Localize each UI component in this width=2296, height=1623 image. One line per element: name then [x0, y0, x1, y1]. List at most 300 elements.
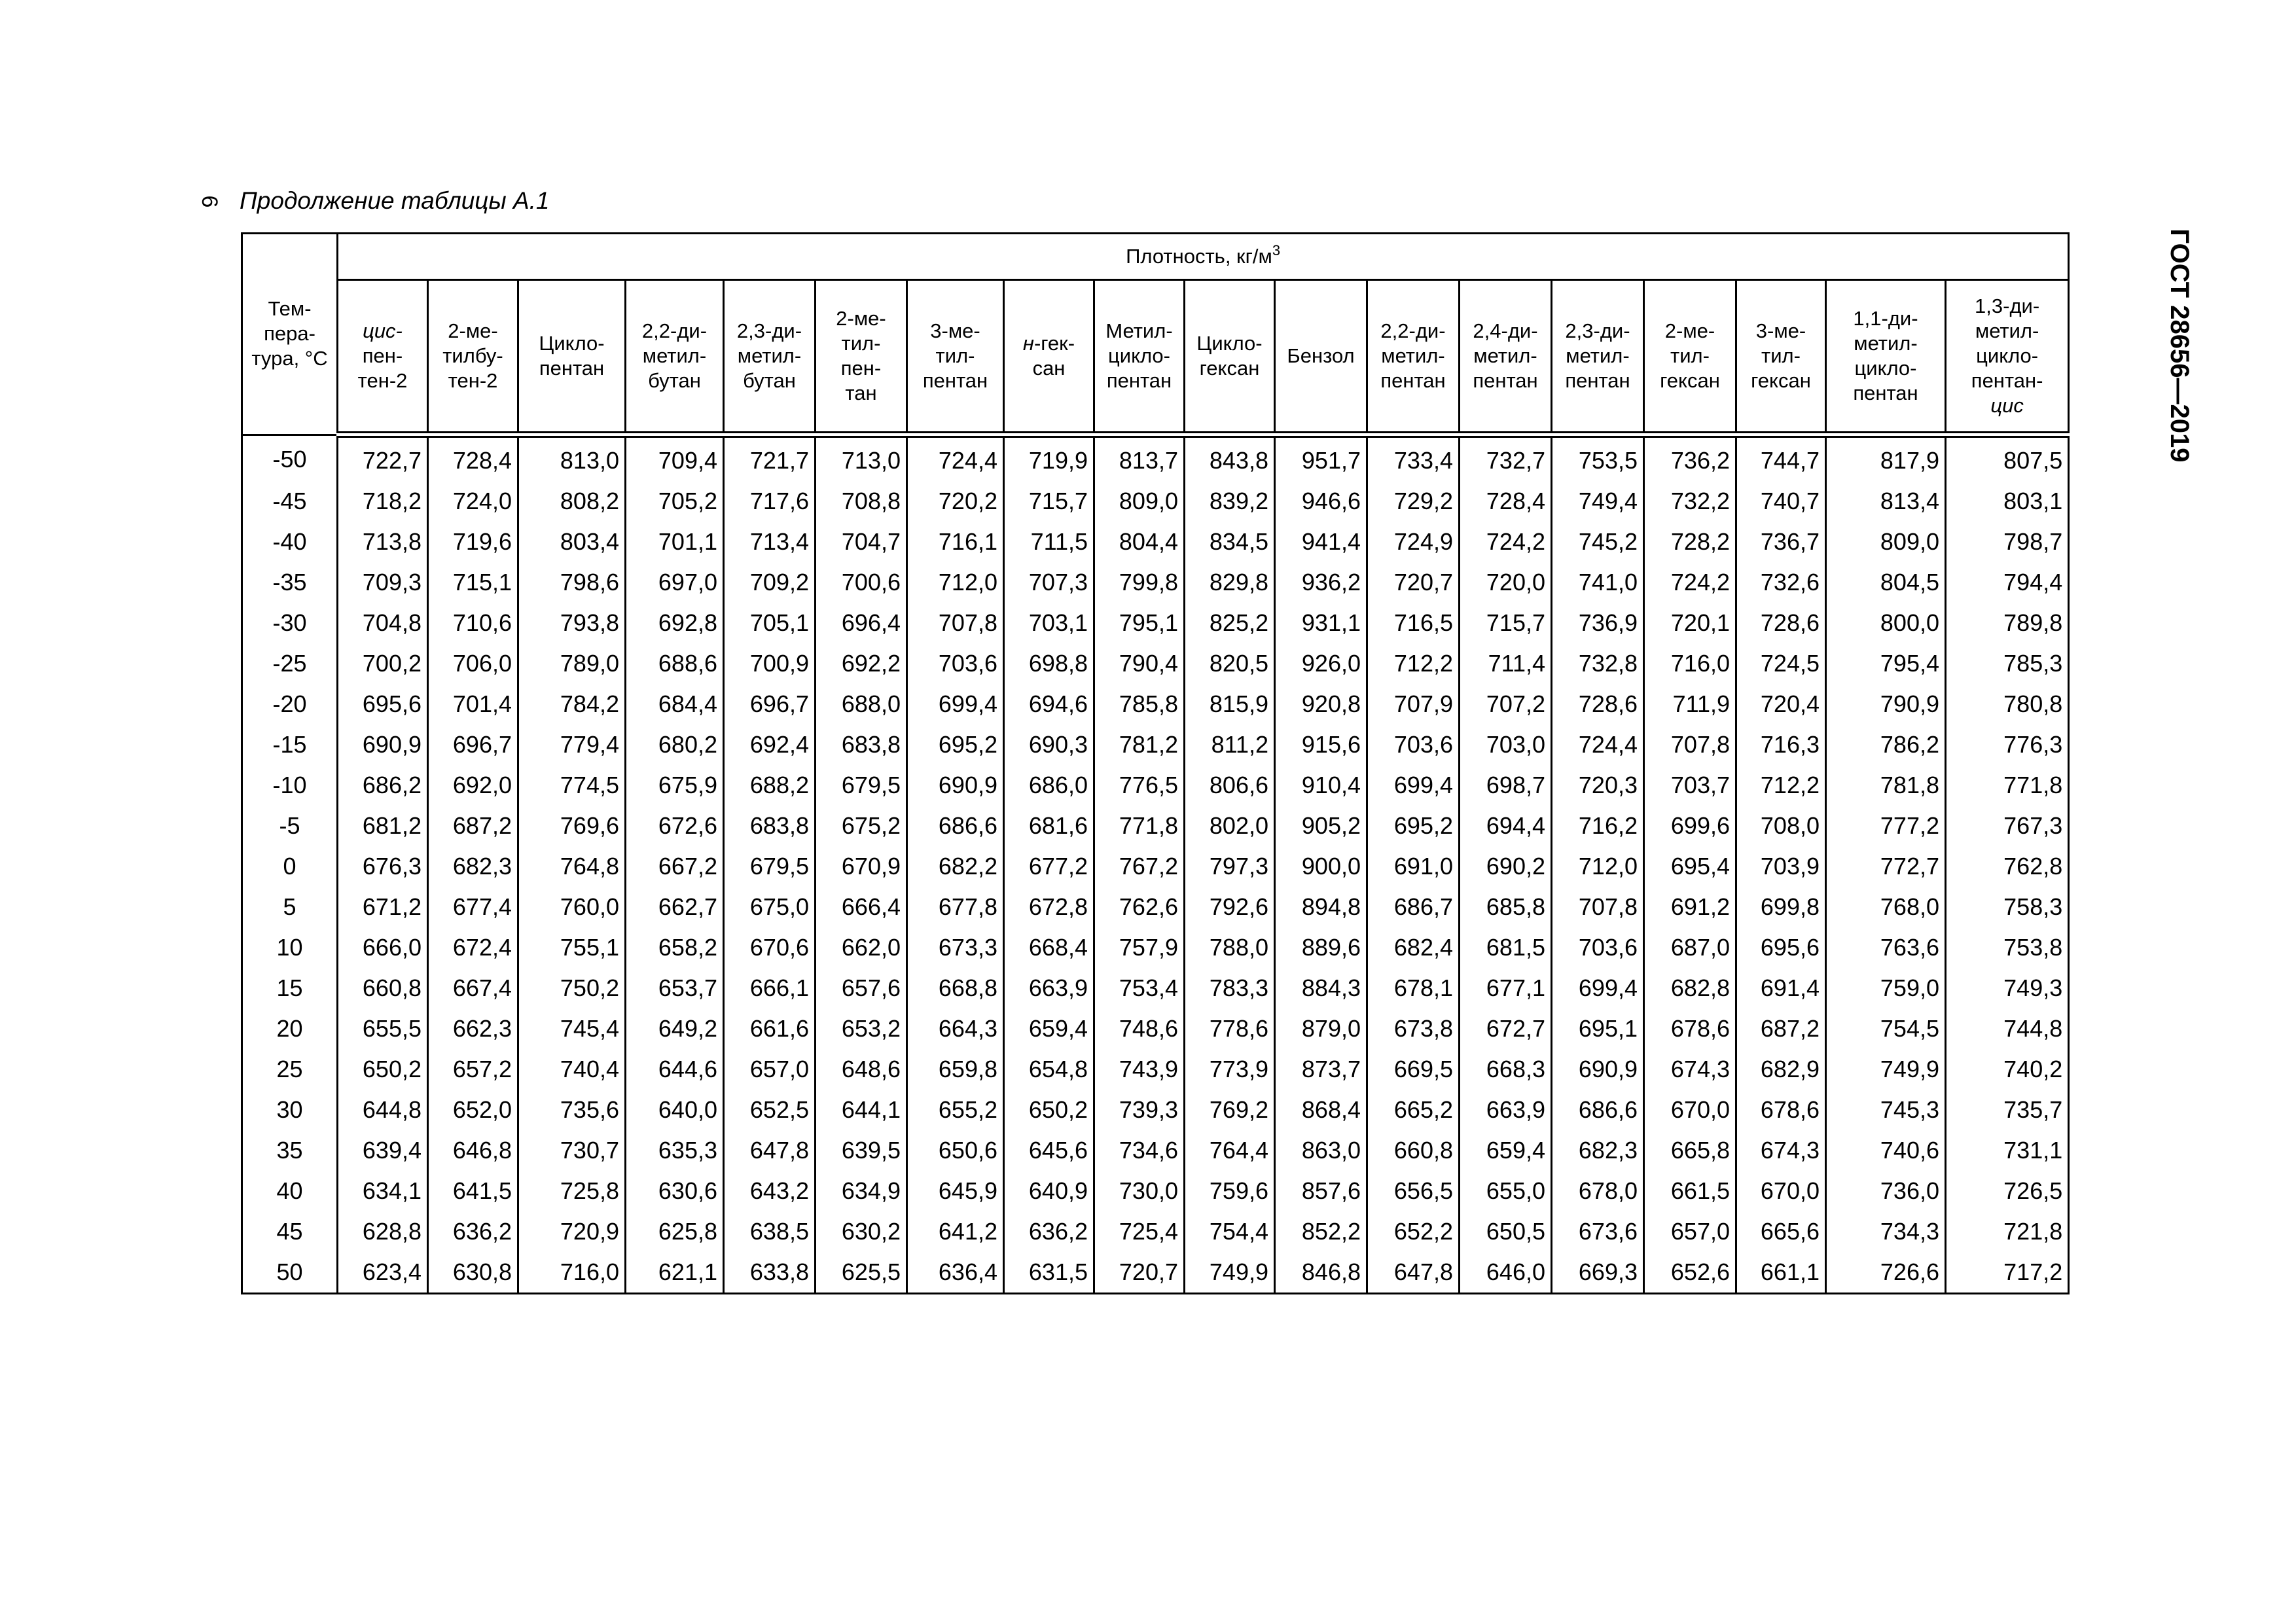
density-cell: 640,0	[626, 1090, 724, 1130]
density-cell: 795,1	[1094, 603, 1185, 643]
density-cell: 639,5	[816, 1130, 907, 1171]
density-cell: 736,2	[1644, 435, 1736, 481]
density-cell: 707,9	[1367, 684, 1460, 724]
column-header-line: метил-	[642, 344, 707, 367]
density-cell: 728,2	[1644, 522, 1736, 562]
density-cell: 710,6	[428, 603, 518, 643]
density-cell: 769,2	[1185, 1090, 1275, 1130]
column-header-line: бутан	[648, 369, 701, 392]
density-cell: 701,4	[428, 684, 518, 724]
column-header-line: 2,3-ди-	[1565, 319, 1630, 342]
density-cell: 744,7	[1736, 435, 1826, 481]
density-cell: 623,4	[338, 1252, 428, 1294]
density-cell: 700,6	[816, 562, 907, 603]
density-cell: 703,0	[1460, 724, 1552, 765]
density-cell: 636,2	[1004, 1211, 1094, 1252]
column-header-line: 2,2-ди-	[641, 319, 708, 342]
density-cell: 696,7	[724, 684, 816, 724]
density-cell: 669,3	[1552, 1252, 1644, 1294]
density-cell: 709,3	[338, 562, 428, 603]
density-cell: 716,5	[1367, 603, 1460, 643]
density-cell: 703,1	[1004, 603, 1094, 643]
density-cell: 910,4	[1275, 765, 1367, 806]
density-cell: 673,3	[907, 927, 1004, 968]
table-row	[242, 927, 2069, 968]
density-cell: 745,4	[518, 1008, 626, 1049]
density-cell: 640,9	[1004, 1171, 1094, 1211]
density-cell: 792,6	[1185, 887, 1275, 927]
density-cell: 673,8	[1367, 1008, 1460, 1049]
density-cell: 699,4	[1552, 968, 1644, 1008]
density-cell: 813,4	[1826, 481, 1946, 522]
density-cell: 724,5	[1736, 643, 1826, 684]
density-cell: 771,8	[1094, 806, 1185, 846]
density-cell: 815,9	[1185, 684, 1275, 724]
density-cell: 699,8	[1736, 887, 1826, 927]
density-cell: 743,9	[1094, 1049, 1185, 1090]
density-cell: 753,8	[1946, 927, 2069, 968]
table-row	[242, 603, 2069, 643]
density-cell: 736,9	[1552, 603, 1644, 643]
density-cell: 691,4	[1736, 968, 1826, 1008]
density-cell: 731,1	[1946, 1130, 2069, 1171]
column-header-line: н-гек-	[1022, 332, 1075, 355]
density-cell: 705,2	[626, 481, 724, 522]
temperature-cell: -5	[242, 806, 338, 846]
column-header-line: Метил-	[1105, 319, 1173, 342]
density-cell: 716,0	[518, 1252, 626, 1294]
density-cell: 717,6	[724, 481, 816, 522]
column-header-line: тил-	[1761, 344, 1801, 367]
density-cell: 681,2	[338, 806, 428, 846]
density-cell: 644,8	[338, 1090, 428, 1130]
density-cell: 790,9	[1826, 684, 1946, 724]
density-cell: 740,6	[1826, 1130, 1946, 1171]
temperature-cell: 35	[242, 1130, 338, 1171]
density-cell: 720,7	[1367, 562, 1460, 603]
density-cell: 760,0	[518, 887, 626, 927]
density-cell: 691,0	[1367, 846, 1460, 887]
density-cell: 655,0	[1460, 1171, 1552, 1211]
density-cell: 732,6	[1736, 562, 1826, 603]
density-cell: 879,0	[1275, 1008, 1367, 1049]
column-header-line: 3-ме-	[930, 319, 980, 342]
density-cell: 803,1	[1946, 481, 2069, 522]
density-cell: 785,3	[1946, 643, 2069, 684]
density-cell: 673,6	[1552, 1211, 1644, 1252]
density-cell: 802,0	[1185, 806, 1275, 846]
density-cell: 718,2	[338, 481, 428, 522]
density-cell: 695,6	[338, 684, 428, 724]
column-header-line: пен-	[840, 357, 882, 380]
table-row	[242, 846, 2069, 887]
temperature-cell: -45	[242, 481, 338, 522]
table-row	[242, 1049, 2069, 1090]
page-number: 6	[197, 195, 222, 208]
density-cell: 724,2	[1644, 562, 1736, 603]
density-cell: 678,6	[1736, 1090, 1826, 1130]
column-header	[1004, 280, 1094, 435]
density-cell: 703,6	[1552, 927, 1644, 968]
column-header-line: пентан-	[1971, 369, 2043, 392]
density-cell: 647,8	[1367, 1252, 1460, 1294]
density-cell: 726,6	[1826, 1252, 1946, 1294]
density-cell: 740,2	[1946, 1049, 2069, 1090]
column-header-line: 2,4-ди-	[1473, 319, 1538, 342]
density-cell: 650,6	[907, 1130, 1004, 1171]
density-cell: 661,6	[724, 1008, 816, 1049]
density-cell: 811,2	[1185, 724, 1275, 765]
density-cell: 681,6	[1004, 806, 1094, 846]
table-row	[242, 522, 2069, 562]
density-cell: 755,1	[518, 927, 626, 968]
temperature-header	[242, 234, 338, 435]
density-cell: 817,9	[1826, 435, 1946, 481]
density-cell: 931,1	[1275, 603, 1367, 643]
table-row	[242, 1211, 2069, 1252]
density-cell: 719,9	[1004, 435, 1094, 481]
density-cell: 674,3	[1644, 1049, 1736, 1090]
density-cell: 788,0	[1185, 927, 1275, 968]
density-cell: 843,8	[1185, 435, 1275, 481]
density-cell: 789,8	[1946, 603, 2069, 643]
density-cell: 741,0	[1552, 562, 1644, 603]
standard-designation: ГОСТ 28656—2019	[2165, 228, 2194, 463]
density-cell: 716,2	[1552, 806, 1644, 846]
density-cell: 776,5	[1094, 765, 1185, 806]
density-table	[241, 232, 2070, 1294]
temperature-cell: 0	[242, 846, 338, 887]
column-header-line: 2,3-ди-	[736, 319, 802, 342]
density-cell: 726,5	[1946, 1171, 2069, 1211]
temperature-header-line: Тем-	[268, 297, 312, 321]
density-cell: 771,8	[1946, 765, 2069, 806]
density-cell: 772,7	[1826, 846, 1946, 887]
density-cell: 692,2	[816, 643, 907, 684]
density-cell: 659,4	[1004, 1008, 1094, 1049]
density-cell: 675,9	[626, 765, 724, 806]
density-cell: 696,4	[816, 603, 907, 643]
density-cell: 625,5	[816, 1252, 907, 1294]
density-cell: 686,6	[907, 806, 1004, 846]
density-cell: 720,3	[1552, 765, 1644, 806]
column-header-line: пентан	[539, 357, 605, 380]
density-cell: 873,7	[1275, 1049, 1367, 1090]
density-cell: 715,1	[428, 562, 518, 603]
density-cell: 680,2	[626, 724, 724, 765]
column-header-row	[242, 280, 2069, 435]
density-cell: 697,0	[626, 562, 724, 603]
density-cell: 758,3	[1946, 887, 2069, 927]
density-cell: 674,3	[1736, 1130, 1826, 1171]
density-cell: 677,4	[428, 887, 518, 927]
density-cell: 768,0	[1826, 887, 1946, 927]
table-row	[242, 435, 2069, 481]
column-header-line: 2-ме-	[448, 319, 498, 342]
column-header-line: 2-ме-	[836, 307, 886, 330]
density-cell: 706,0	[428, 643, 518, 684]
column-header-line: цис	[1990, 394, 2024, 417]
density-cell: 692,0	[428, 765, 518, 806]
density-cell: 709,4	[626, 435, 724, 481]
column-header-line: 3-ме-	[1755, 319, 1806, 342]
density-cell: 648,6	[816, 1049, 907, 1090]
density-cell: 722,7	[338, 435, 428, 481]
density-cell: 681,5	[1460, 927, 1552, 968]
density-cell: 634,9	[816, 1171, 907, 1211]
density-cell: 857,6	[1275, 1171, 1367, 1211]
density-cell: 708,0	[1736, 806, 1826, 846]
column-header-line: метил-	[737, 344, 802, 367]
density-cell: 774,5	[518, 765, 626, 806]
density-cell: 732,8	[1552, 643, 1644, 684]
density-cell: 712,0	[907, 562, 1004, 603]
density-cell: 807,5	[1946, 435, 2069, 481]
density-cell: 734,6	[1094, 1130, 1185, 1171]
density-cell: 813,0	[518, 435, 626, 481]
density-cell: 707,8	[907, 603, 1004, 643]
density-cell: 712,0	[1552, 846, 1644, 887]
column-header	[1275, 280, 1367, 435]
density-cell: 690,2	[1460, 846, 1552, 887]
density-cell: 750,2	[518, 968, 626, 1008]
temperature-header-line: тура, °C	[251, 347, 328, 370]
density-cell: 676,3	[338, 846, 428, 887]
density-cell: 654,8	[1004, 1049, 1094, 1090]
density-cell: 652,5	[724, 1090, 816, 1130]
density-cell: 798,6	[518, 562, 626, 603]
column-header-line: пентан	[1853, 382, 1918, 404]
density-cell: 682,8	[1644, 968, 1736, 1008]
column-header	[518, 280, 626, 435]
density-cell: 652,0	[428, 1090, 518, 1130]
density-cell: 687,2	[428, 806, 518, 846]
density-cell: 679,5	[724, 846, 816, 887]
density-cell: 690,9	[1552, 1049, 1644, 1090]
column-header	[626, 280, 724, 435]
density-cell: 707,8	[1552, 887, 1644, 927]
table-row	[242, 887, 2069, 927]
density-cell: 724,4	[1552, 724, 1644, 765]
density-cell: 798,7	[1946, 522, 2069, 562]
density-cell: 749,9	[1185, 1252, 1275, 1294]
density-cell: 763,6	[1826, 927, 1946, 968]
density-cell: 749,3	[1946, 968, 2069, 1008]
density-cell: 664,3	[907, 1008, 1004, 1049]
column-header	[1094, 280, 1185, 435]
density-cell: 724,0	[428, 481, 518, 522]
density-cell: 941,4	[1275, 522, 1367, 562]
density-cell: 781,2	[1094, 724, 1185, 765]
density-cell: 665,8	[1644, 1130, 1736, 1171]
density-cell: 621,1	[626, 1252, 724, 1294]
column-header	[1367, 280, 1460, 435]
density-cell: 713,4	[724, 522, 816, 562]
column-header-line: цис-	[363, 319, 403, 342]
density-cell: 656,5	[1367, 1171, 1460, 1211]
density-cell: 786,2	[1826, 724, 1946, 765]
column-header-line: 2,2-ди-	[1380, 319, 1446, 342]
column-header	[428, 280, 518, 435]
density-cell: 704,7	[816, 522, 907, 562]
column-header-line: 1,1-ди-	[1853, 307, 1918, 330]
density-cell: 797,3	[1185, 846, 1275, 887]
density-cell: 703,9	[1736, 846, 1826, 887]
density-cell: 662,3	[428, 1008, 518, 1049]
density-cell: 784,2	[518, 684, 626, 724]
density-cell: 690,9	[907, 765, 1004, 806]
density-cell: 748,6	[1094, 1008, 1185, 1049]
density-cell: 724,9	[1367, 522, 1460, 562]
density-cell: 789,0	[518, 643, 626, 684]
density-cell: 735,7	[1946, 1090, 2069, 1130]
temperature-cell: -35	[242, 562, 338, 603]
density-cell: 649,2	[626, 1008, 724, 1049]
density-cell: 690,9	[338, 724, 428, 765]
density-cell: 677,1	[1460, 968, 1552, 1008]
density-cell: 698,8	[1004, 643, 1094, 684]
density-cell: 804,5	[1826, 562, 1946, 603]
density-cell: 720,9	[518, 1211, 626, 1252]
column-header-line: тан	[845, 382, 877, 404]
density-cell: 716,1	[907, 522, 1004, 562]
density-cell: 915,6	[1275, 724, 1367, 765]
density-cell: 678,0	[1552, 1171, 1644, 1211]
density-cell: 713,0	[816, 435, 907, 481]
density-cell: 692,4	[724, 724, 816, 765]
density-cell: 735,6	[518, 1090, 626, 1130]
table-row	[242, 1008, 2069, 1049]
column-header-line: метил-	[1975, 319, 2039, 342]
density-cell: 665,2	[1367, 1090, 1460, 1130]
column-header-line: Цикло-	[539, 332, 605, 355]
density-cell: 644,6	[626, 1049, 724, 1090]
column-header-line: 2-ме-	[1664, 319, 1715, 342]
density-cell: 829,8	[1185, 562, 1275, 603]
column-header-line: гексан	[1660, 369, 1720, 392]
density-cell: 739,3	[1094, 1090, 1185, 1130]
density-cell: 834,5	[1185, 522, 1275, 562]
density-cell: 657,0	[724, 1049, 816, 1090]
density-cell: 767,2	[1094, 846, 1185, 887]
density-cell: 684,4	[626, 684, 724, 724]
density-cell: 683,8	[816, 724, 907, 765]
temperature-cell: -30	[242, 603, 338, 643]
temperature-cell: 20	[242, 1008, 338, 1049]
table-row	[242, 724, 2069, 765]
density-cell: 677,2	[1004, 846, 1094, 887]
column-header	[1826, 280, 1946, 435]
column-header-line: гексан	[1751, 369, 1811, 392]
column-header-line: пентан	[1380, 369, 1446, 392]
density-cell: 670,0	[1644, 1090, 1736, 1130]
density-cell: 732,2	[1644, 481, 1736, 522]
density-group-header	[338, 234, 2069, 280]
density-cell: 757,9	[1094, 927, 1185, 968]
column-header	[1946, 280, 2069, 435]
density-cell: 781,8	[1826, 765, 1946, 806]
temperature-cell: -25	[242, 643, 338, 684]
column-header-line: пентан	[1565, 369, 1630, 392]
density-cell: 721,8	[1946, 1211, 2069, 1252]
temperature-cell: -10	[242, 765, 338, 806]
density-cell: 762,6	[1094, 887, 1185, 927]
density-cell: 839,2	[1185, 481, 1275, 522]
density-cell: 633,8	[724, 1252, 816, 1294]
density-cell: 900,0	[1275, 846, 1367, 887]
density-cell: 655,5	[338, 1008, 428, 1049]
column-header	[816, 280, 907, 435]
density-cell: 712,2	[1367, 643, 1460, 684]
density-cell: 711,9	[1644, 684, 1736, 724]
density-cell: 650,2	[1004, 1090, 1094, 1130]
density-cell: 749,9	[1826, 1049, 1946, 1090]
density-cell: 740,7	[1736, 481, 1826, 522]
density-cell: 635,3	[626, 1130, 724, 1171]
table-row	[242, 684, 2069, 724]
table-row	[242, 1171, 2069, 1211]
density-cell: 794,4	[1946, 562, 2069, 603]
density-cell: 734,3	[1826, 1211, 1946, 1252]
density-cell: 936,2	[1275, 562, 1367, 603]
density-cell: 721,7	[724, 435, 816, 481]
density-cell: 683,8	[724, 806, 816, 846]
density-cell: 717,2	[1946, 1252, 2069, 1294]
temperature-cell: 45	[242, 1211, 338, 1252]
density-cell: 711,5	[1004, 522, 1094, 562]
density-cell: 694,4	[1460, 806, 1552, 846]
density-cell: 634,1	[338, 1171, 428, 1211]
density-cell: 753,4	[1094, 968, 1185, 1008]
density-cell: 767,3	[1946, 806, 2069, 846]
density-cell: 666,0	[338, 927, 428, 968]
density-cell: 688,2	[724, 765, 816, 806]
density-cell: 672,8	[1004, 887, 1094, 927]
density-cell: 659,4	[1460, 1130, 1552, 1171]
density-cell: 736,0	[1826, 1171, 1946, 1211]
density-cell: 745,3	[1826, 1090, 1946, 1130]
density-cell: 641,5	[428, 1171, 518, 1211]
temperature-cell: 30	[242, 1090, 338, 1130]
density-cell: 728,4	[1460, 481, 1552, 522]
density-cell: 720,4	[1736, 684, 1826, 724]
density-cell: 645,9	[907, 1171, 1004, 1211]
density-cell: 820,5	[1185, 643, 1275, 684]
density-cell: 769,6	[518, 806, 626, 846]
density-cell: 659,8	[907, 1049, 1004, 1090]
density-cell: 926,0	[1275, 643, 1367, 684]
density-cell: 846,8	[1275, 1252, 1367, 1294]
density-cell: 692,8	[626, 603, 724, 643]
density-cell: 700,9	[724, 643, 816, 684]
column-header	[724, 280, 816, 435]
table-row	[242, 562, 2069, 603]
table-row	[242, 806, 2069, 846]
column-header-line: тилбу-	[442, 344, 503, 367]
column-header-line: 1,3-ди-	[1975, 294, 2040, 317]
density-cell: 646,8	[428, 1130, 518, 1171]
density-cell: 670,0	[1736, 1171, 1826, 1211]
density-cell: 800,0	[1826, 603, 1946, 643]
column-header-line: тил-	[841, 332, 881, 355]
density-cell: 653,2	[816, 1008, 907, 1049]
density-cell: 736,7	[1736, 522, 1826, 562]
density-cell: 682,4	[1367, 927, 1460, 968]
density-cell: 666,1	[724, 968, 816, 1008]
density-cell: 728,4	[428, 435, 518, 481]
column-header-line: цикло-	[1976, 344, 2039, 367]
temperature-cell: -40	[242, 522, 338, 562]
